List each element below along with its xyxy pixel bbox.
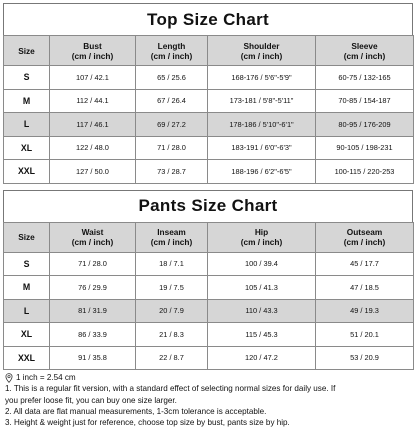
table-cell: 69 / 27.2 — [136, 113, 208, 137]
table-cell: 178-186 / 5'10"-6'1" — [208, 113, 316, 137]
header-size: Size — [4, 36, 50, 66]
table-row — [4, 136, 414, 160]
table-cell: 100-115 / 220-253 — [316, 160, 414, 184]
size-cell: M — [4, 276, 50, 300]
table-cell: 120 / 47.2 — [208, 346, 316, 370]
table-cell: 71 / 28.0 — [136, 136, 208, 160]
inch-conversion — [5, 372, 413, 383]
size-cell: S — [4, 252, 50, 276]
table-cell: 100 / 39.4 — [208, 252, 316, 276]
table-cell: 67 / 26.4 — [136, 89, 208, 113]
table-cell: 122 / 48.0 — [50, 136, 136, 160]
table-cell: 80-95 / 176-209 — [316, 113, 414, 137]
table-row — [4, 252, 414, 276]
table-cell: 76 / 29.9 — [50, 276, 136, 300]
size-chart — [3, 3, 413, 428]
table-cell: 117 / 46.1 — [50, 113, 136, 137]
size-cell: XXL — [4, 160, 50, 184]
table-cell: 112 / 44.1 — [50, 89, 136, 113]
location-pin-icon — [5, 373, 13, 383]
table-cell: 45 / 17.7 — [316, 252, 414, 276]
table-cell: 60-75 / 132-165 — [316, 66, 414, 90]
table-row — [4, 160, 414, 184]
table-row — [4, 66, 414, 90]
size-cell: M — [4, 89, 50, 113]
size-cell: XXL — [4, 346, 50, 370]
top-chart-title: Top Size Chart — [3, 3, 413, 35]
size-cell: L — [4, 299, 50, 323]
table-cell: 20 / 7.9 — [136, 299, 208, 323]
header-shoulder: Shoulder (cm / inch) — [208, 36, 316, 66]
table-cell: 47 / 18.5 — [316, 276, 414, 300]
header-sleeve: Sleeve (cm / inch) — [316, 36, 414, 66]
pants-chart-title: Pants Size Chart — [3, 190, 413, 222]
header-size: Size — [4, 222, 50, 252]
size-cell: XL — [4, 323, 50, 347]
notes — [3, 372, 413, 428]
note-line: 2. All data are flat manual measurements, 1-3cm tolerance is acceptable. — [5, 406, 267, 416]
table-cell: 91 / 35.8 — [50, 346, 136, 370]
table-cell: 22 / 8.7 — [136, 346, 208, 370]
top-size-table — [3, 35, 414, 184]
size-cell: S — [4, 66, 50, 90]
size-cell: L — [4, 113, 50, 137]
header-hip: Hip (cm / inch) — [208, 222, 316, 252]
table-cell: 105 / 41.3 — [208, 276, 316, 300]
note-line: 3. Height & weight just for reference, choose top size by bust, pants size by hip. — [5, 418, 290, 428]
table-cell: 73 / 28.7 — [136, 160, 208, 184]
note-line: you prefer loose fit, you can buy one size larger. — [5, 395, 177, 405]
table-cell: 19 / 7.5 — [136, 276, 208, 300]
table-row — [4, 346, 414, 370]
header-bust: Bust (cm / inch) — [50, 36, 136, 66]
table-cell: 183-191 / 6'0"-6'3" — [208, 136, 316, 160]
table-cell: 115 / 45.3 — [208, 323, 316, 347]
table-cell: 127 / 50.0 — [50, 160, 136, 184]
table-header-row — [4, 36, 414, 66]
table-cell: 90-105 / 198-231 — [316, 136, 414, 160]
pants-size-table — [3, 222, 414, 371]
table-cell: 188-196 / 6'2"-6'5" — [208, 160, 316, 184]
header-inseam: Inseam (cm / inch) — [136, 222, 208, 252]
table-cell: 107 / 42.1 — [50, 66, 136, 90]
note-line: 1. This is a regular fit version, with a standard effect of selecting normal sizes for daily use. If — [5, 384, 336, 394]
table-cell: 173-181 / 5'8"-5'11" — [208, 89, 316, 113]
table-row — [4, 89, 414, 113]
table-row — [4, 276, 414, 300]
table-cell: 18 / 7.1 — [136, 252, 208, 276]
header-waist: Waist (cm / inch) — [50, 222, 136, 252]
table-cell: 81 / 31.9 — [50, 299, 136, 323]
table-cell: 86 / 33.9 — [50, 323, 136, 347]
table-cell: 110 / 43.3 — [208, 299, 316, 323]
table-cell: 49 / 19.3 — [316, 299, 414, 323]
header-length: Length (cm / inch) — [136, 36, 208, 66]
table-row — [4, 299, 414, 323]
table-cell: 168-176 / 5'6"-5'9" — [208, 66, 316, 90]
table-cell: 53 / 20.9 — [316, 346, 414, 370]
table-cell: 70-85 / 154-187 — [316, 89, 414, 113]
table-cell: 21 / 8.3 — [136, 323, 208, 347]
table-row — [4, 113, 414, 137]
table-header-row — [4, 222, 414, 252]
table-cell: 71 / 28.0 — [50, 252, 136, 276]
inch-conversion-text: 1 inch = 2.54 cm — [16, 373, 76, 382]
table-cell: 65 / 25.6 — [136, 66, 208, 90]
table-row — [4, 323, 414, 347]
table-cell: 51 / 20.1 — [316, 323, 414, 347]
size-cell: XL — [4, 136, 50, 160]
header-outseam: Outseam (cm / inch) — [316, 222, 414, 252]
